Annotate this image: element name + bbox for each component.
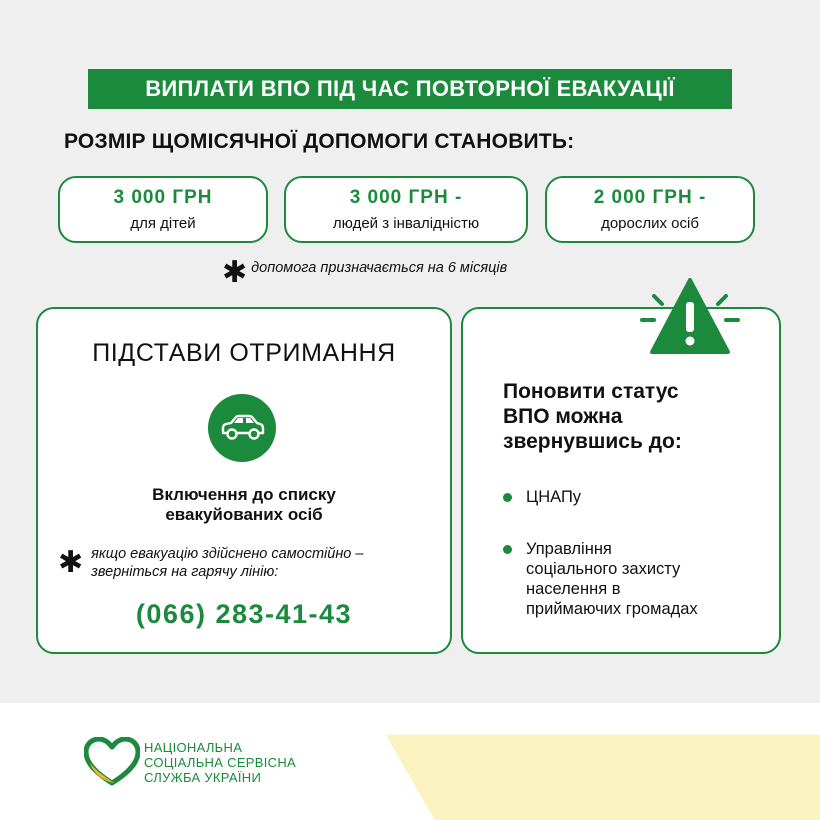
basis-card	[36, 307, 452, 654]
duration-note	[222, 256, 642, 289]
asterisk-icon: ✱	[58, 546, 84, 579]
list-item-text: соціального захисту	[526, 560, 681, 578]
list-item-text: ЦНАПу	[526, 488, 582, 506]
org-logo-icon	[84, 737, 140, 787]
section-subtitle: РОЗМІР ЩОМІСЯЧНОЇ ДОПОМОГИ СТАНОВИТЬ:	[64, 130, 575, 153]
renew-title-line: Поновити статус	[503, 380, 679, 403]
org-name-line: СЛУЖБА УКРАЇНИ	[144, 770, 262, 785]
list-item	[503, 539, 763, 619]
bullet-icon	[503, 493, 512, 502]
renew-title	[503, 379, 763, 454]
renew-title-line: звернувшись до:	[503, 430, 682, 453]
hotline-note-line: якщо евакуацію здійснено самостійно –	[91, 546, 364, 562]
amount-card-children	[58, 176, 268, 243]
amount-recipient: для дітей	[130, 215, 196, 232]
amount-recipient: людей з інвалідністю	[332, 215, 480, 232]
amount-card-disabled	[284, 176, 528, 243]
car-icon	[208, 394, 276, 462]
hotline-note-line: зверніться на гарячу лінію:	[91, 564, 279, 580]
org-name	[144, 740, 296, 785]
hotline-phone[interactable]: (066) 283-41-43	[135, 599, 353, 629]
page-title: ВИПЛАТИ ВПО ПІД ЧАС ПОВТОРНОЇ ЕВАКУАЦІЇ	[88, 69, 732, 109]
basis-text-line: евакуйованих осіб	[165, 505, 323, 524]
asterisk-icon: ✱	[222, 256, 248, 289]
amount-value: 2 000 ГРН -	[593, 187, 707, 208]
amount-card-adults	[545, 176, 755, 243]
amount-value: 3 000 ГРН	[113, 187, 213, 208]
amount-value: 3 000 ГРН -	[349, 187, 463, 208]
list-item-text: населення в	[526, 580, 621, 598]
basis-text-line: Включення до списку	[152, 485, 336, 504]
list-item-text: приймаючих громадах	[526, 600, 698, 618]
list-item	[503, 487, 763, 507]
list-item-text: Управління	[526, 540, 612, 558]
renew-card	[461, 307, 781, 654]
bullet-icon	[503, 545, 512, 554]
amount-recipient: дорослих осіб	[601, 215, 699, 232]
org-name-line: НАЦІОНАЛЬНА	[144, 740, 243, 755]
duration-note-text: допомога призначається на 6 місяців	[251, 260, 508, 276]
basis-text	[38, 485, 450, 525]
warning-icon	[640, 278, 740, 356]
basis-title: ПІДСТАВИ ОТРИМАННЯ	[92, 339, 396, 367]
renew-title-line: ВПО можна	[503, 405, 623, 428]
hotline-note	[58, 545, 438, 581]
org-name-line: СОЦІАЛЬНА СЕРВІСНА	[144, 755, 296, 770]
